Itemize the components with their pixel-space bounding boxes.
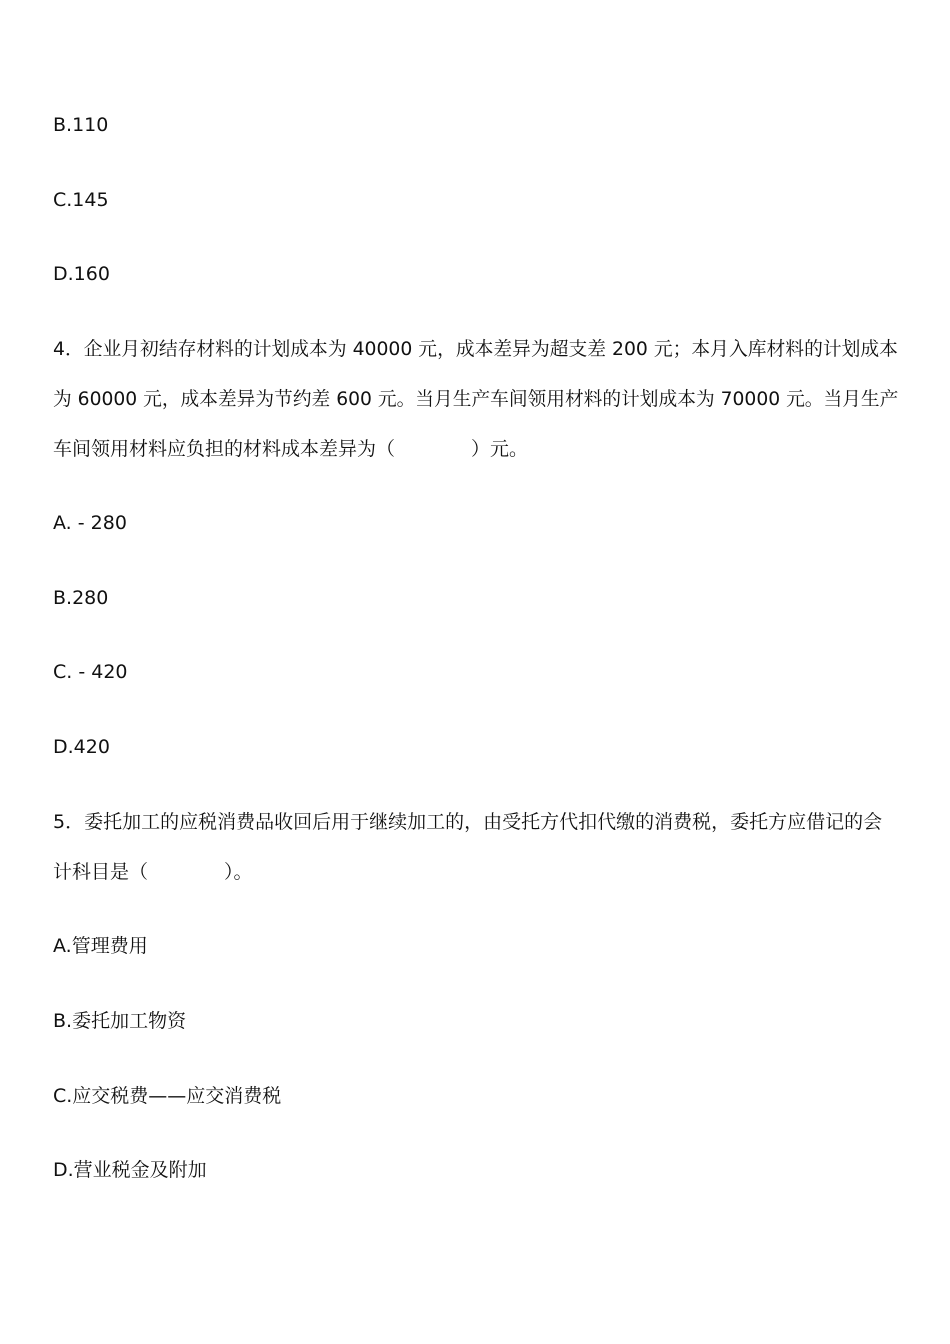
q5-stem-tail: ）。	[224, 861, 253, 883]
q4-stem-line-3	[53, 437, 528, 461]
q5-option-d: D.营业税金及附加	[53, 1159, 207, 1181]
q5-option-a: A.管理费用	[53, 935, 148, 957]
q5-option-c: C.应交税费——应交消费税	[53, 1085, 282, 1107]
q4-option-a: A. - 280	[53, 512, 127, 534]
q4-option-d: D.420	[53, 736, 110, 758]
q4-stem-line-2: 为 60000 元，成本差异为节约差 600 元。当月生产车间领用材料的计划成本为 70000 元。当月生产	[53, 388, 899, 410]
q4-stem-tail: ）元。	[471, 438, 529, 460]
q3-option-c: C.145	[53, 189, 109, 211]
q3-option-d: D.160	[53, 263, 110, 285]
q4-stem-line-1: 4．企业月初结存材料的计划成本为 40000 元，成本差异为超支差 200 元；本月入库材料的计划成本	[53, 338, 898, 360]
q4-option-b: B.280	[53, 587, 109, 609]
q4-stem-text: 车间领用材料应负担的材料成本差异为（	[53, 438, 396, 460]
q4-option-c: C. - 420	[53, 661, 128, 683]
q5-stem-line-2	[53, 860, 253, 884]
q3-option-b: B.110	[53, 114, 109, 136]
q5-option-b: B.委托加工物资	[53, 1010, 187, 1032]
q5-stem-line-1: 5．委托加工的应税消费品收回后用于继续加工的，由受托方代扣代缴的消费税，委托方应借记的会	[53, 811, 883, 833]
q5-stem-text: 计科目是（	[53, 861, 149, 883]
